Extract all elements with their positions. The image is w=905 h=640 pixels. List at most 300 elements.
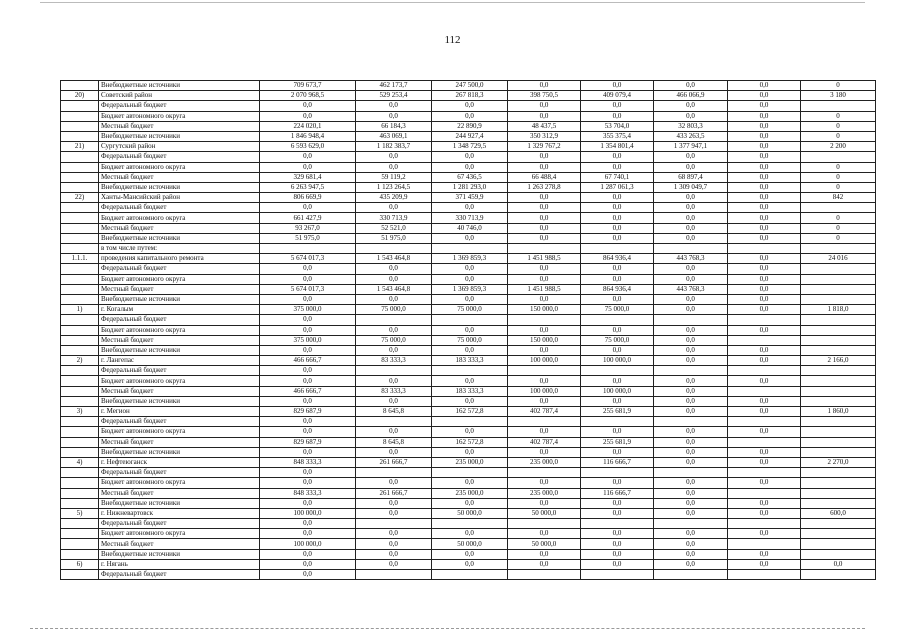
value-cell-5 bbox=[581, 366, 654, 376]
value-cell-4 bbox=[508, 366, 581, 376]
value-cell-7: 0,0 bbox=[728, 274, 801, 284]
value-cell-2: 261 666,7 bbox=[356, 488, 432, 498]
value-cell-7: 0,0 bbox=[728, 294, 801, 304]
value-cell-6: 0,0 bbox=[654, 529, 728, 539]
value-cell-8 bbox=[801, 264, 876, 274]
value-cell-5: 0,0 bbox=[581, 559, 654, 569]
value-cell-2 bbox=[356, 366, 432, 376]
table-row bbox=[61, 356, 876, 366]
row-number-cell bbox=[61, 274, 99, 284]
row-name-cell: Бюджет автономного округа bbox=[99, 325, 260, 335]
value-cell-6: 0,0 bbox=[654, 498, 728, 508]
value-cell-7: 0,0 bbox=[728, 508, 801, 518]
table-row bbox=[61, 376, 876, 386]
value-cell-5: 864 936,4 bbox=[581, 254, 654, 264]
table-row bbox=[61, 284, 876, 294]
value-cell-4: 0,0 bbox=[508, 193, 581, 203]
value-cell-6: 0,0 bbox=[654, 152, 728, 162]
value-cell-2: 0,0 bbox=[356, 447, 432, 457]
row-number-cell bbox=[61, 81, 99, 91]
row-name-cell: Советский район bbox=[99, 91, 260, 101]
row-number-cell bbox=[61, 539, 99, 549]
value-cell-5: 100 000,0 bbox=[581, 356, 654, 366]
value-cell-3: 244 927,4 bbox=[432, 131, 508, 141]
value-cell-7: 0,0 bbox=[728, 91, 801, 101]
row-number-cell: 3) bbox=[61, 407, 99, 417]
scan-bottom-edge bbox=[30, 628, 865, 629]
row-name-cell: Федеральный бюджет bbox=[99, 366, 260, 376]
value-cell-4: 48 437,5 bbox=[508, 121, 581, 131]
value-cell-6: 0,0 bbox=[654, 233, 728, 243]
value-cell-2: 435 209,9 bbox=[356, 193, 432, 203]
value-cell-4: 1 263 278,8 bbox=[508, 182, 581, 192]
table-row bbox=[61, 335, 876, 345]
row-name-cell: г. Нягань bbox=[99, 559, 260, 569]
value-cell-1: 0,0 bbox=[260, 376, 356, 386]
value-cell-2: 0,0 bbox=[356, 152, 432, 162]
table-row bbox=[61, 244, 876, 254]
row-number-cell bbox=[61, 498, 99, 508]
value-cell-1: 829 687,9 bbox=[260, 437, 356, 447]
value-cell-8 bbox=[801, 417, 876, 427]
table-row bbox=[61, 182, 876, 192]
value-cell-2 bbox=[356, 315, 432, 325]
value-cell-5: 75 000,0 bbox=[581, 335, 654, 345]
value-cell-7 bbox=[728, 417, 801, 427]
value-cell-6 bbox=[654, 570, 728, 580]
value-cell-2: 330 713,9 bbox=[356, 213, 432, 223]
value-cell-6: 0,0 bbox=[654, 294, 728, 304]
value-cell-6: 0,0 bbox=[654, 539, 728, 549]
value-cell-8: 0 bbox=[801, 233, 876, 243]
value-cell-6: 0,0 bbox=[654, 447, 728, 457]
value-cell-4: 66 488,4 bbox=[508, 172, 581, 182]
value-cell-6: 0,0 bbox=[654, 203, 728, 213]
value-cell-6: 0,0 bbox=[654, 488, 728, 498]
value-cell-5 bbox=[581, 570, 654, 580]
row-number-cell: 1) bbox=[61, 305, 99, 315]
table-row bbox=[61, 91, 876, 101]
value-cell-6: 0,0 bbox=[654, 335, 728, 345]
value-cell-8: 842 bbox=[801, 193, 876, 203]
value-cell-6 bbox=[654, 417, 728, 427]
value-cell-3: 0,0 bbox=[432, 325, 508, 335]
value-cell-7: 0,0 bbox=[728, 284, 801, 294]
row-number-cell bbox=[61, 244, 99, 254]
value-cell-3 bbox=[432, 519, 508, 529]
row-name-cell: Местный бюджет bbox=[99, 121, 260, 131]
table-row bbox=[61, 468, 876, 478]
value-cell-4: 0,0 bbox=[508, 345, 581, 355]
value-cell-6: 32 803,3 bbox=[654, 121, 728, 131]
value-cell-7: 0,0 bbox=[728, 213, 801, 223]
value-cell-4: 150 000,0 bbox=[508, 335, 581, 345]
value-cell-8: 2 270,0 bbox=[801, 457, 876, 467]
row-number-cell bbox=[61, 570, 99, 580]
row-name-cell: Местный бюджет bbox=[99, 488, 260, 498]
value-cell-2 bbox=[356, 570, 432, 580]
value-cell-1: 6 593 629,0 bbox=[260, 142, 356, 152]
value-cell-8 bbox=[801, 152, 876, 162]
value-cell-5 bbox=[581, 468, 654, 478]
value-cell-3 bbox=[432, 315, 508, 325]
value-cell-3: 50 000,0 bbox=[432, 508, 508, 518]
value-cell-7: 0,0 bbox=[728, 457, 801, 467]
value-cell-7: 0,0 bbox=[728, 345, 801, 355]
row-number-cell bbox=[61, 284, 99, 294]
row-number-cell: 21) bbox=[61, 142, 99, 152]
row-number-cell: 2) bbox=[61, 356, 99, 366]
value-cell-6: 0,0 bbox=[654, 427, 728, 437]
value-cell-6: 0,0 bbox=[654, 437, 728, 447]
value-cell-3: 0,0 bbox=[432, 559, 508, 569]
row-number-cell bbox=[61, 315, 99, 325]
table-row bbox=[61, 427, 876, 437]
value-cell-8 bbox=[801, 203, 876, 213]
value-cell-8 bbox=[801, 427, 876, 437]
value-cell-4 bbox=[508, 315, 581, 325]
value-cell-4: 398 750,5 bbox=[508, 91, 581, 101]
row-number-cell bbox=[61, 101, 99, 111]
value-cell-8 bbox=[801, 468, 876, 478]
value-cell-5: 116 666,7 bbox=[581, 488, 654, 498]
value-cell-4: 0,0 bbox=[508, 81, 581, 91]
value-cell-4: 0,0 bbox=[508, 498, 581, 508]
value-cell-1: 2 070 968,5 bbox=[260, 91, 356, 101]
value-cell-2: 0,0 bbox=[356, 101, 432, 111]
value-cell-1: 100 000,0 bbox=[260, 508, 356, 518]
value-cell-2: 0,0 bbox=[356, 539, 432, 549]
value-cell-1: 0,0 bbox=[260, 325, 356, 335]
value-cell-2 bbox=[356, 417, 432, 427]
value-cell-4: 0,0 bbox=[508, 294, 581, 304]
value-cell-6: 0,0 bbox=[654, 376, 728, 386]
value-cell-3: 371 459,9 bbox=[432, 193, 508, 203]
row-name-cell: г. Лангепас bbox=[99, 356, 260, 366]
row-name-cell: Внебюджетные источники bbox=[99, 182, 260, 192]
value-cell-2: 529 253,4 bbox=[356, 91, 432, 101]
value-cell-2: 66 184,3 bbox=[356, 121, 432, 131]
value-cell-4 bbox=[508, 519, 581, 529]
value-cell-4: 150 000,0 bbox=[508, 305, 581, 315]
table-row bbox=[61, 264, 876, 274]
value-cell-6: 0,0 bbox=[654, 396, 728, 406]
table-row bbox=[61, 345, 876, 355]
value-cell-3: 330 713,9 bbox=[432, 213, 508, 223]
value-cell-1: 51 975,0 bbox=[260, 233, 356, 243]
value-cell-7 bbox=[728, 570, 801, 580]
value-cell-2: 1 543 464,8 bbox=[356, 254, 432, 264]
value-cell-5: 0,0 bbox=[581, 274, 654, 284]
value-cell-4: 0,0 bbox=[508, 233, 581, 243]
value-cell-1: 6 263 947,5 bbox=[260, 182, 356, 192]
value-cell-7: 0,0 bbox=[728, 264, 801, 274]
table-row bbox=[61, 549, 876, 559]
value-cell-5: 1 287 061,3 bbox=[581, 182, 654, 192]
value-cell-2: 0,0 bbox=[356, 325, 432, 335]
value-cell-4: 0,0 bbox=[508, 549, 581, 559]
value-cell-5: 0,0 bbox=[581, 427, 654, 437]
row-name-cell: Внебюджетные источники bbox=[99, 549, 260, 559]
value-cell-5: 255 681,9 bbox=[581, 437, 654, 447]
value-cell-7: 0,0 bbox=[728, 427, 801, 437]
value-cell-5: 0,0 bbox=[581, 264, 654, 274]
row-name-cell: Местный бюджет bbox=[99, 284, 260, 294]
value-cell-3: 247 500,0 bbox=[432, 81, 508, 91]
row-number-cell: 5) bbox=[61, 508, 99, 518]
value-cell-3: 75 000,0 bbox=[432, 305, 508, 315]
value-cell-7: 0,0 bbox=[728, 121, 801, 131]
row-number-cell bbox=[61, 396, 99, 406]
value-cell-1: 0,0 bbox=[260, 294, 356, 304]
row-name-cell: Внебюджетные источники bbox=[99, 294, 260, 304]
value-cell-3: 0,0 bbox=[432, 498, 508, 508]
value-cell-8: 0,0 bbox=[801, 559, 876, 569]
value-cell-5: 0,0 bbox=[581, 539, 654, 549]
value-cell-8: 2 200 bbox=[801, 142, 876, 152]
value-cell-5: 0,0 bbox=[581, 111, 654, 121]
value-cell-5: 75 000,0 bbox=[581, 305, 654, 315]
value-cell-6: 0,0 bbox=[654, 478, 728, 488]
value-cell-6: 0,0 bbox=[654, 264, 728, 274]
value-cell-7: 0,0 bbox=[728, 498, 801, 508]
value-cell-7: 0,0 bbox=[728, 478, 801, 488]
value-cell-8 bbox=[801, 376, 876, 386]
table-row bbox=[61, 213, 876, 223]
value-cell-5: 0,0 bbox=[581, 529, 654, 539]
value-cell-5: 0,0 bbox=[581, 478, 654, 488]
value-cell-4: 0,0 bbox=[508, 447, 581, 457]
value-cell-7: 0,0 bbox=[728, 193, 801, 203]
table-row bbox=[61, 539, 876, 549]
value-cell-3: 1 369 859,3 bbox=[432, 254, 508, 264]
value-cell-7: 0,0 bbox=[728, 182, 801, 192]
value-cell-5: 0,0 bbox=[581, 498, 654, 508]
value-cell-6: 0,0 bbox=[654, 162, 728, 172]
row-name-cell: Бюджет автономного округа bbox=[99, 162, 260, 172]
value-cell-6: 0,0 bbox=[654, 325, 728, 335]
value-cell-3 bbox=[432, 244, 508, 254]
table-row bbox=[61, 315, 876, 325]
value-cell-6 bbox=[654, 519, 728, 529]
value-cell-5: 0,0 bbox=[581, 447, 654, 457]
value-cell-3: 235 000,0 bbox=[432, 488, 508, 498]
table-row bbox=[61, 488, 876, 498]
value-cell-2: 75 000,0 bbox=[356, 335, 432, 345]
value-cell-4: 50 000,0 bbox=[508, 508, 581, 518]
value-cell-4: 0,0 bbox=[508, 223, 581, 233]
value-cell-5: 1 354 801,4 bbox=[581, 142, 654, 152]
value-cell-8: 1 860,0 bbox=[801, 407, 876, 417]
value-cell-7: 0,0 bbox=[728, 549, 801, 559]
row-number-cell bbox=[61, 529, 99, 539]
row-name-cell: г. Когалым bbox=[99, 305, 260, 315]
row-number-cell: 20) bbox=[61, 91, 99, 101]
value-cell-5: 0,0 bbox=[581, 549, 654, 559]
table-row bbox=[61, 305, 876, 315]
value-cell-8 bbox=[801, 366, 876, 376]
value-cell-2: 52 521,0 bbox=[356, 223, 432, 233]
value-cell-6: 433 263,5 bbox=[654, 131, 728, 141]
value-cell-3: 1 348 729,5 bbox=[432, 142, 508, 152]
value-cell-6: 0,0 bbox=[654, 356, 728, 366]
value-cell-8: 0 bbox=[801, 81, 876, 91]
value-cell-6: 68 897,4 bbox=[654, 172, 728, 182]
row-name-cell: Федеральный бюджет bbox=[99, 417, 260, 427]
row-name-cell: Федеральный бюджет bbox=[99, 101, 260, 111]
value-cell-3: 0,0 bbox=[432, 203, 508, 213]
row-number-cell bbox=[61, 294, 99, 304]
value-cell-8: 0 bbox=[801, 121, 876, 131]
row-number-cell bbox=[61, 182, 99, 192]
row-number-cell bbox=[61, 345, 99, 355]
row-number-cell: 6) bbox=[61, 559, 99, 569]
value-cell-7: 0,0 bbox=[728, 356, 801, 366]
value-cell-5: 0,0 bbox=[581, 81, 654, 91]
table-row bbox=[61, 407, 876, 417]
value-cell-6: 0,0 bbox=[654, 305, 728, 315]
value-cell-8 bbox=[801, 396, 876, 406]
value-cell-3: 40 746,0 bbox=[432, 223, 508, 233]
value-cell-3: 0,0 bbox=[432, 294, 508, 304]
row-number-cell bbox=[61, 366, 99, 376]
value-cell-6: 0,0 bbox=[654, 559, 728, 569]
value-cell-6: 0,0 bbox=[654, 549, 728, 559]
row-name-cell: Бюджет автономного округа bbox=[99, 274, 260, 284]
value-cell-4: 0,0 bbox=[508, 213, 581, 223]
value-cell-2: 0,0 bbox=[356, 345, 432, 355]
value-cell-4: 0,0 bbox=[508, 478, 581, 488]
value-cell-1: 0,0 bbox=[260, 101, 356, 111]
value-cell-4: 0,0 bbox=[508, 396, 581, 406]
value-cell-2: 463 069,1 bbox=[356, 131, 432, 141]
value-cell-7: 0,0 bbox=[728, 111, 801, 121]
value-cell-7: 0,0 bbox=[728, 162, 801, 172]
value-cell-3: 0,0 bbox=[432, 152, 508, 162]
row-number-cell bbox=[61, 376, 99, 386]
value-cell-6: 1 309 049,7 bbox=[654, 182, 728, 192]
value-cell-7 bbox=[728, 519, 801, 529]
value-cell-4: 0,0 bbox=[508, 152, 581, 162]
value-cell-1: 5 674 017,3 bbox=[260, 254, 356, 264]
value-cell-8: 0 bbox=[801, 162, 876, 172]
value-cell-2: 1 123 264,5 bbox=[356, 182, 432, 192]
value-cell-3 bbox=[432, 366, 508, 376]
value-cell-7: 0,0 bbox=[728, 254, 801, 264]
row-number-cell: 1.1.1. bbox=[61, 254, 99, 264]
value-cell-5: 100 000,0 bbox=[581, 386, 654, 396]
value-cell-2: 0,0 bbox=[356, 264, 432, 274]
value-cell-8: 600,0 bbox=[801, 508, 876, 518]
value-cell-6: 0,0 bbox=[654, 101, 728, 111]
table-row bbox=[61, 274, 876, 284]
value-cell-2: 0,0 bbox=[356, 559, 432, 569]
value-cell-8: 3 180 bbox=[801, 91, 876, 101]
value-cell-8 bbox=[801, 498, 876, 508]
value-cell-1: 0,0 bbox=[260, 559, 356, 569]
value-cell-8 bbox=[801, 447, 876, 457]
row-number-cell bbox=[61, 386, 99, 396]
value-cell-6: 1 377 947,1 bbox=[654, 142, 728, 152]
value-cell-5: 0,0 bbox=[581, 294, 654, 304]
row-name-cell: г. Мегион bbox=[99, 407, 260, 417]
row-name-cell: Бюджет автономного округа bbox=[99, 478, 260, 488]
value-cell-7 bbox=[728, 539, 801, 549]
value-cell-7: 0,0 bbox=[728, 81, 801, 91]
value-cell-2: 8 645,8 bbox=[356, 437, 432, 447]
table-row bbox=[61, 162, 876, 172]
row-number-cell bbox=[61, 325, 99, 335]
table-row bbox=[61, 223, 876, 233]
value-cell-4: 402 787,4 bbox=[508, 407, 581, 417]
table-row bbox=[61, 396, 876, 406]
value-cell-1: 224 020,1 bbox=[260, 121, 356, 131]
value-cell-2: 0,0 bbox=[356, 498, 432, 508]
value-cell-3: 235 000,0 bbox=[432, 457, 508, 467]
value-cell-2: 0,0 bbox=[356, 162, 432, 172]
value-cell-8 bbox=[801, 274, 876, 284]
value-cell-6 bbox=[654, 468, 728, 478]
value-cell-8: 0 bbox=[801, 172, 876, 182]
value-cell-2 bbox=[356, 244, 432, 254]
value-cell-3: 0,0 bbox=[432, 345, 508, 355]
value-cell-4: 235 000,0 bbox=[508, 488, 581, 498]
value-cell-3 bbox=[432, 417, 508, 427]
budget-table bbox=[60, 80, 876, 580]
value-cell-2: 0,0 bbox=[356, 478, 432, 488]
row-number-cell bbox=[61, 213, 99, 223]
value-cell-8: 1 818,0 bbox=[801, 305, 876, 315]
value-cell-6: 0,0 bbox=[654, 223, 728, 233]
value-cell-3: 0,0 bbox=[432, 111, 508, 121]
value-cell-5: 409 079,4 bbox=[581, 91, 654, 101]
row-name-cell: Внебюджетные источники bbox=[99, 131, 260, 141]
value-cell-5 bbox=[581, 519, 654, 529]
row-number-cell bbox=[61, 162, 99, 172]
value-cell-2 bbox=[356, 519, 432, 529]
value-cell-1 bbox=[260, 244, 356, 254]
row-number-cell bbox=[61, 111, 99, 121]
row-name-cell: Местный бюджет bbox=[99, 335, 260, 345]
row-name-cell: Внебюджетные источники bbox=[99, 345, 260, 355]
value-cell-1: 848 333,3 bbox=[260, 457, 356, 467]
value-cell-2: 0,0 bbox=[356, 203, 432, 213]
row-number-cell bbox=[61, 427, 99, 437]
value-cell-1: 0,0 bbox=[260, 417, 356, 427]
value-cell-1: 0,0 bbox=[260, 478, 356, 488]
row-name-cell: Федеральный бюджет bbox=[99, 152, 260, 162]
value-cell-8 bbox=[801, 488, 876, 498]
value-cell-5: 0,0 bbox=[581, 233, 654, 243]
row-name-cell: Федеральный бюджет bbox=[99, 264, 260, 274]
value-cell-6: 0,0 bbox=[654, 213, 728, 223]
value-cell-1: 0,0 bbox=[260, 366, 356, 376]
value-cell-2: 462 173,7 bbox=[356, 81, 432, 91]
page-number: 112 bbox=[444, 34, 461, 46]
row-name-cell: Местный бюджет bbox=[99, 539, 260, 549]
value-cell-7: 0,0 bbox=[728, 203, 801, 213]
value-cell-3: 0,0 bbox=[432, 376, 508, 386]
value-cell-6: 466 066,9 bbox=[654, 91, 728, 101]
value-cell-8: 0 bbox=[801, 213, 876, 223]
value-cell-4: 0,0 bbox=[508, 427, 581, 437]
row-name-cell: Внебюджетные источники bbox=[99, 233, 260, 243]
value-cell-1: 829 687,9 bbox=[260, 407, 356, 417]
row-name-cell: Федеральный бюджет bbox=[99, 468, 260, 478]
table-row bbox=[61, 366, 876, 376]
value-cell-7 bbox=[728, 437, 801, 447]
row-name-cell: Внебюджетные источники bbox=[99, 447, 260, 457]
